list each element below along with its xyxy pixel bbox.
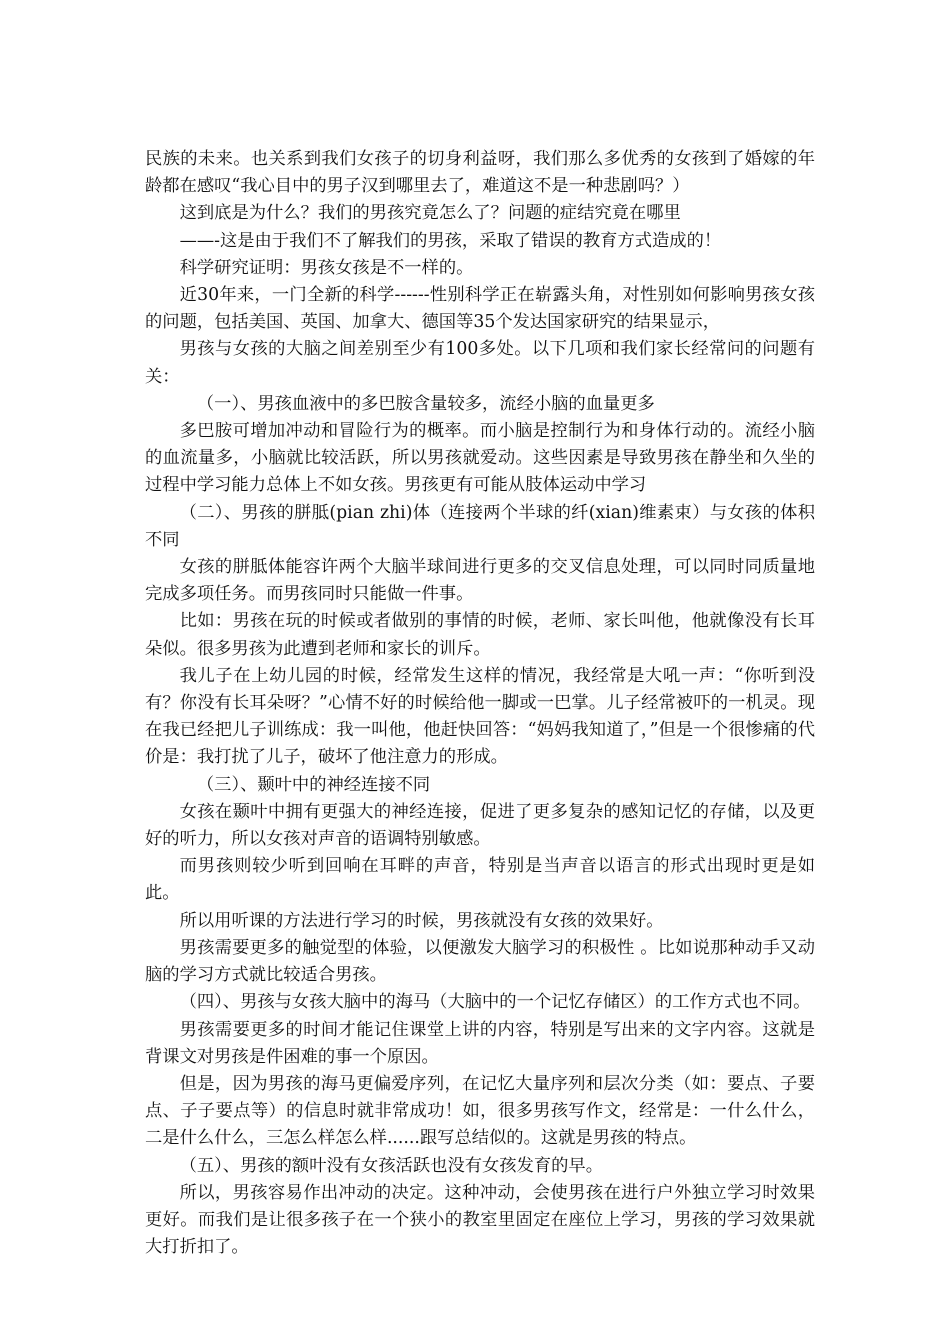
paragraph: 所以，男孩容易作出冲动的决定。这种冲动，会使男孩在进行户外独立学习时效果更好。而我们是让很多孩子在一个狭小的教室里固定在座位上学习，男孩的学习效果就大打折扣了。 <box>145 1182 815 1258</box>
paragraph: 我儿子在上幼儿园的时候，经常发生这样的情况，我经常是大吼一声：“你听到没有？你没有长耳朵呀？”心情不好的时候给他一脚或一巴掌。儿子经常被吓的一机灵。现在我已经把儿子训练成：我一叫他，他赶快回答：“妈妈我知道了，”但是一个很惨痛的代价是：我打扰了儿子，破坏了他注意力的形成。 <box>145 665 815 768</box>
paragraph: 男孩需要更多的触觉型的体验，以便激发大脑学习的积极性 。比如说那种动手又动脑的学习方式就比较适合男孩。 <box>145 937 815 986</box>
section-heading: （四）、男孩与女孩大脑中的海马（大脑中的一个记忆存储区）的工作方式也不同。 <box>179 992 811 1013</box>
paragraph: 民族的未来。也关系到我们女孩子的切身利益呀，我们那么多优秀的女孩到了婚嫁的年龄都在感叹“我心目中的男子汉到哪里去了，难道这不是一种悲剧吗？） <box>145 149 815 197</box>
paragraph: 但是，因为男孩的海马更偏爱序列，在记忆大量序列和层次分类（如：要点、子要点、子子要点等）的信息时就非常成功！如，很多男孩写作文，经常是：一什么什么，二是什么什么，三怎么样怎么样......跟写总结似的。这就是男孩的特点。 <box>145 1073 815 1149</box>
document-body <box>145 146 815 1261</box>
section-heading: （一）、男孩血液中的多巴胺含量较多，流经小脑的血量更多 <box>196 393 655 414</box>
paragraph: 这到底是为什么？我们的男孩究竟怎么了？问题的症结究竟在哪里 <box>179 203 681 224</box>
paragraph: 男孩需要更多的时间才能记住课堂上讲的内容，特别是写出来的文字内容。这就是背课文对男孩是件困难的事一个原因。 <box>145 1019 815 1067</box>
paragraph: 女孩的胼胝体能容许两个大脑半球间进行更多的交叉信息处理，可以同时同质量地完成多项任务。而男孩同时只能做一件事。 <box>145 557 815 605</box>
paragraph: 多巴胺可增加冲动和冒险行为的概率。而小脑是控制行为和身体行动的。流经小脑的血流量多，小脑就比较活跃，所以男孩就爱动。这些因素是导致男孩在静坐和久坐的过程中学习能力总体上不如女孩。男孩更有可能从肢体运动中学习 <box>145 421 815 496</box>
section-heading: （三）、颞叶中的神经连接不同 <box>196 774 431 795</box>
paragraph: 女孩在颞叶中拥有更强大的神经连接，促进了更多复杂的感知记忆的存储，以及更好的听力，所以女孩对声音的语调特别敏感。 <box>145 801 815 850</box>
paragraph: 近30年来，一门全新的科学------性别科学正在崭露头角，对性别如何影响男孩女孩的问题，包括美国、英国、加拿大、德国等35个发达国家研究的结果显示， <box>145 285 815 333</box>
paragraph: 所以用听课的方法进行学习的时候，男孩就没有女孩的效果好。 <box>179 910 664 931</box>
section-heading: （五）、男孩的额叶没有女孩活跃也没有女孩发育的早。 <box>179 1155 603 1176</box>
paragraph: 而男孩则较少听到回响在耳畔的声音，特别是当声音以语言的形式出现时更是如此。 <box>145 856 815 904</box>
paragraph: ——-这是由于我们不了解我们的男孩，采取了错误的教育方式造成的！ <box>179 230 722 251</box>
paragraph: 科学研究证明：男孩女孩是不一样的。 <box>179 257 474 278</box>
section-heading: （二）、男孩的胼胝(pian zhi)体（连接两个半球的纤(xian)维素束）与女孩的体积不同 <box>145 502 815 550</box>
paragraph: 比如：男孩在玩的时候或者做别的事情的时候，老师、家长叫他，他就像没有长耳朵似。很多男孩为此遭到老师和家长的训斥。 <box>145 611 815 659</box>
paragraph: 男孩与女孩的大脑之间差别至少有100多处。以下几项和我们家长经常问的问题有关： <box>145 339 815 387</box>
